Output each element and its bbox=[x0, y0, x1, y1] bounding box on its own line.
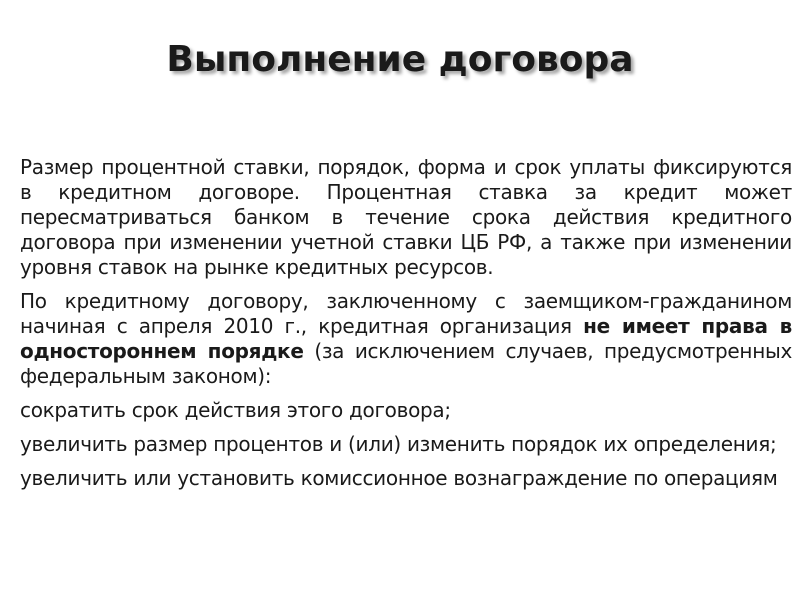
list-item-shorten-term: сократить срок действия этого договора; bbox=[20, 398, 451, 422]
paragraph-interest-rate: Размер процентной ставки, порядок, форма и срок уплаты фиксируются в кредитном договоре. Процентная ставка за кредит может пересматриваться банком в течение срока действия кредитного договора при изменении учетной ставки ЦБ РФ, а также при изменении уровня ставок на рынке кредитных ресурсов. bbox=[20, 155, 792, 279]
list-item-commission: увеличить или установить комиссионное вознаграждение по операциям bbox=[20, 466, 778, 490]
paragraph-borrower-contract-tail: (за исключением случаев, предусмотренных федеральным законом): bbox=[20, 339, 793, 388]
paragraph-borrower-contract-intro: По кредитному договору, заключенному с заемщиком-гражданином начиная с апреля 2010 г., кредитная организация bbox=[20, 289, 792, 338]
paragraph-borrower-contract bbox=[20, 289, 792, 389]
slide-body bbox=[20, 155, 792, 491]
slide-title: Выполнение договора bbox=[166, 39, 634, 80]
highlight-no-unilateral-right: не имеет права в одностороннем порядке bbox=[20, 314, 792, 363]
list-item-increase-interest: увеличить размер процентов и (или) изменить порядок их определения; bbox=[20, 432, 777, 456]
